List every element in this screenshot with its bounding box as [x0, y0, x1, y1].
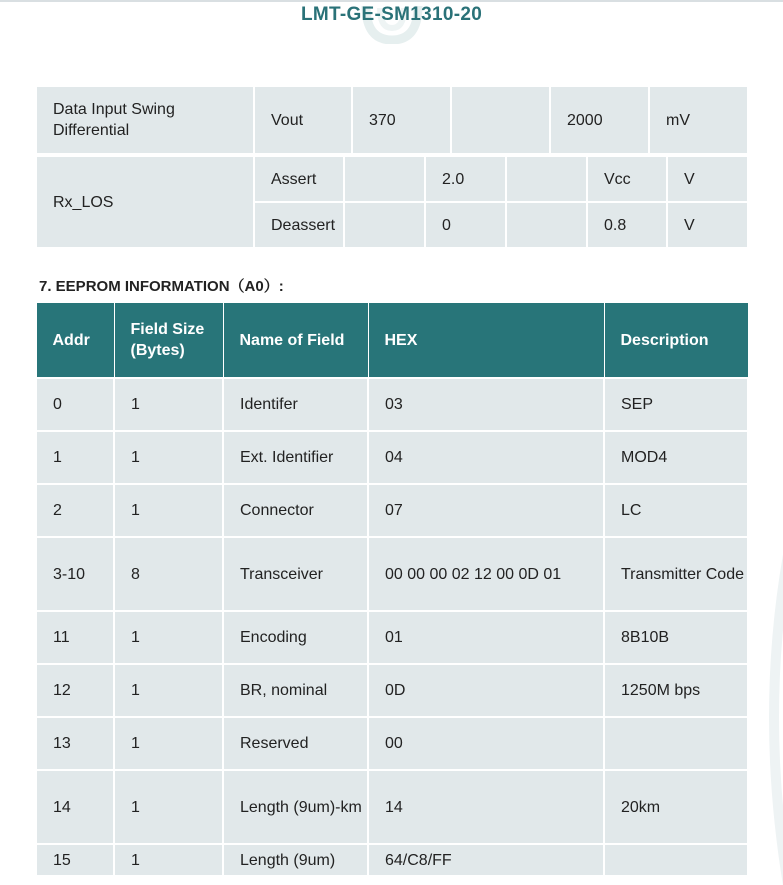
- description-cell: MOD4: [604, 431, 748, 484]
- header-description: Description: [604, 303, 748, 378]
- header-hex: HEX: [368, 303, 604, 378]
- description-cell: SEP: [604, 378, 748, 431]
- addr-cell: 12: [36, 664, 114, 717]
- symbol-cell: Assert: [254, 156, 344, 202]
- section-title: 7. EEPROM INFORMATION（A0）:: [39, 278, 284, 295]
- spec-table-rx-los: [35, 155, 749, 249]
- field-name-cell: Ext. Identifier: [223, 431, 368, 484]
- unit-cell: mV: [649, 86, 748, 154]
- table-row: [36, 484, 748, 537]
- addr-cell: 3-10: [36, 537, 114, 611]
- addr-cell: 2: [36, 484, 114, 537]
- unit-cell: V: [667, 202, 748, 248]
- description-cell: [604, 844, 748, 876]
- header-name-of-field: Name of Field: [223, 303, 368, 378]
- unit-cell: V: [667, 156, 748, 202]
- min-cell: [344, 156, 425, 202]
- field-name-cell: Identifer: [223, 378, 368, 431]
- max-cell: Vcc: [587, 156, 667, 202]
- table-row: [36, 156, 748, 202]
- addr-cell: 0: [36, 378, 114, 431]
- param-cell: Rx_LOS: [36, 156, 254, 248]
- addr-cell: 15: [36, 844, 114, 876]
- addr-cell: 14: [36, 770, 114, 844]
- typ-cell: 0: [425, 202, 506, 248]
- description-cell: 8B10B: [604, 611, 748, 664]
- addr-cell: 13: [36, 717, 114, 770]
- eeprom-table: [35, 303, 749, 877]
- field-name-cell: Length (9um)-km: [223, 770, 368, 844]
- table-row: [36, 86, 748, 154]
- note-cell: [506, 202, 587, 248]
- size-cell: 1: [114, 378, 223, 431]
- field-name-cell: Transceiver: [223, 537, 368, 611]
- table-row: [36, 431, 748, 484]
- description-cell: [604, 717, 748, 770]
- size-cell: 1: [114, 611, 223, 664]
- min-cell: [344, 202, 425, 248]
- header-field-size: Field Size (Bytes): [114, 303, 223, 378]
- hex-cell: 00 00 00 02 12 00 0D 01: [368, 537, 604, 611]
- hex-cell: 00: [368, 717, 604, 770]
- addr-cell: 11: [36, 611, 114, 664]
- addr-cell: 1: [36, 431, 114, 484]
- hex-cell: 07: [368, 484, 604, 537]
- param-cell: Data Input Swing Differential: [36, 86, 254, 154]
- table-row: [36, 770, 748, 844]
- side-decoration: [760, 555, 783, 885]
- field-name-cell: Connector: [223, 484, 368, 537]
- max-cell: 0.8: [587, 202, 667, 248]
- field-name-cell: BR, nominal: [223, 664, 368, 717]
- table-row: [36, 717, 748, 770]
- table-row: [36, 537, 748, 611]
- field-name-cell: Encoding: [223, 611, 368, 664]
- typ-cell: [451, 86, 550, 154]
- hex-cell: 04: [368, 431, 604, 484]
- description-cell: 20km: [604, 770, 748, 844]
- table-row: [36, 611, 748, 664]
- size-cell: 1: [114, 717, 223, 770]
- hex-cell: 0D: [368, 664, 604, 717]
- symbol-cell: Vout: [254, 86, 352, 154]
- hex-cell: 14: [368, 770, 604, 844]
- hex-cell: 01: [368, 611, 604, 664]
- hex-cell: 64/C8/FF: [368, 844, 604, 876]
- size-cell: 1: [114, 844, 223, 876]
- description-cell: 1250M bps: [604, 664, 748, 717]
- typ-cell: 2.0: [425, 156, 506, 202]
- header-addr: Addr: [36, 303, 114, 378]
- field-name-cell: Length (9um): [223, 844, 368, 876]
- size-cell: 1: [114, 770, 223, 844]
- field-name-cell: Reserved: [223, 717, 368, 770]
- min-cell: 370: [352, 86, 451, 154]
- spec-table-top: [35, 85, 749, 155]
- size-cell: 1: [114, 484, 223, 537]
- size-cell: 1: [114, 664, 223, 717]
- note-cell: [506, 156, 587, 202]
- max-cell: 2000: [550, 86, 649, 154]
- hex-cell: 03: [368, 378, 604, 431]
- description-cell: LC: [604, 484, 748, 537]
- table-row: [36, 664, 748, 717]
- table-row: [36, 378, 748, 431]
- table-row: [36, 844, 748, 876]
- size-cell: 8: [114, 537, 223, 611]
- document-title: LMT-GE-SM1310-20: [300, 4, 483, 25]
- description-cell: Transmitter Code: [604, 537, 748, 611]
- size-cell: 1: [114, 431, 223, 484]
- table-header-row: [36, 303, 748, 378]
- symbol-cell: Deassert: [254, 202, 344, 248]
